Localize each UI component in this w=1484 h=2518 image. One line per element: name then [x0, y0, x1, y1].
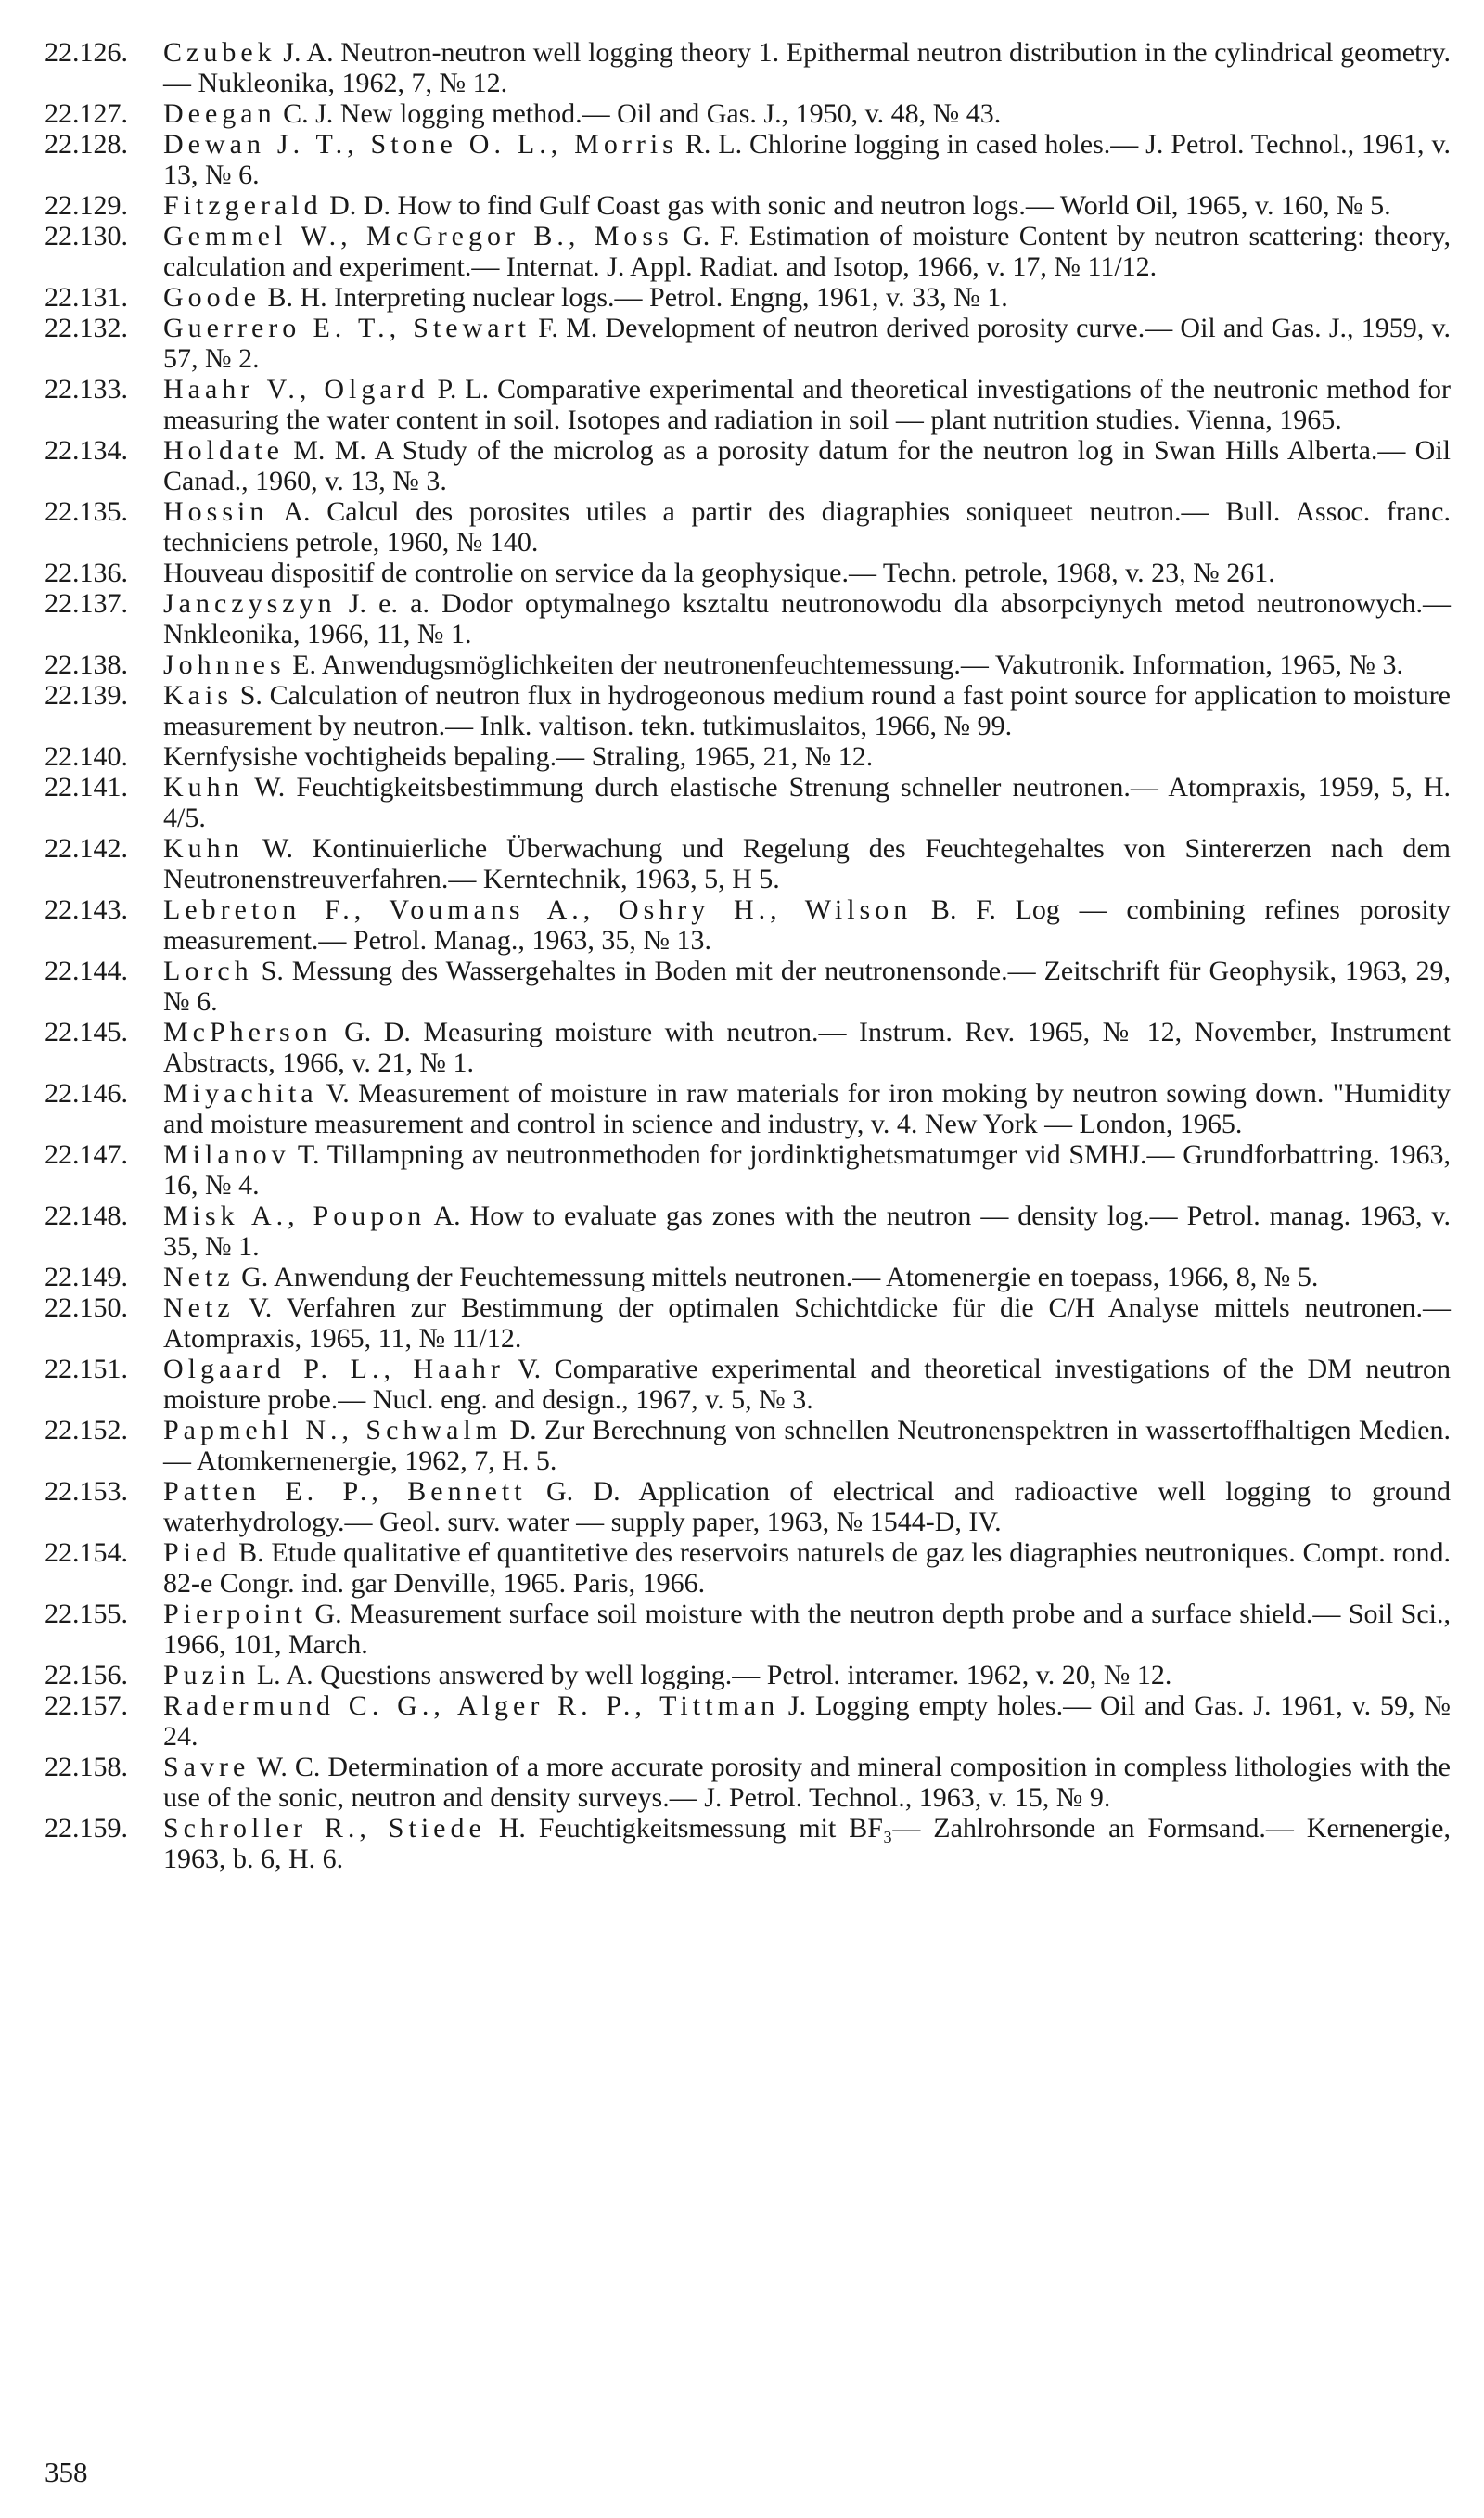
entry-author: Radermund C. G., Alger R. P., Tittman — [163, 1690, 780, 1721]
entry-number: 22.133. — [45, 374, 128, 405]
entry-author: Deegan — [163, 98, 276, 129]
entry-citation — [163, 1537, 1451, 1599]
entry-citation — [163, 588, 1451, 649]
entry-text: A. How to evaluate gas zones with the neutron — density log.— Petrol. manag. 1963, v. 35, № 1. — [163, 1201, 1451, 1262]
entry-text: L. A. Questions answered by well logging.— Petrol. interamer. 1962, v. 20, № 12. — [249, 1660, 1172, 1690]
entry-author: Kuhn — [163, 772, 244, 803]
entry-citation — [163, 1415, 1451, 1476]
entry-number: 22.148. — [45, 1201, 128, 1231]
entry-author: Misk A., Poupon — [163, 1201, 427, 1231]
entry-text: V. Comparative experimental and theoretical investigations of the DM neutron moisture probe.— Nucl. eng. and design., 1967, v. 5, № 3. — [163, 1354, 1452, 1415]
entry-text: M. M. A Study of the microlog as a porosity datum for the neutron log in Swan Hills Alberta.— Oil Canad., 1960, v. 13, № 3. — [163, 435, 1451, 496]
bibliography-entry — [45, 558, 1451, 588]
entry-author: Puzin — [163, 1660, 250, 1690]
entry-number: 22.147. — [45, 1139, 128, 1170]
entry-author: Miyachita — [163, 1078, 318, 1109]
bibliography-entry — [45, 649, 1451, 680]
entry-text: D. D. How to find Gulf Coast gas with sonic and neutron logs.— World Oil, 1965, v. 160, № 5. — [322, 190, 1391, 221]
entry-author: Kais — [163, 680, 233, 711]
bibliography-entry — [45, 1415, 1451, 1476]
entry-text: Kernfysishe vochtigheids bepaling.— Straling, 1965, 21, № 12. — [163, 741, 874, 772]
entry-number: 22.126. — [45, 37, 128, 68]
entry-number: 22.155. — [45, 1599, 128, 1629]
bibliography-entry — [45, 496, 1451, 558]
bibliography-entry — [45, 1537, 1451, 1599]
bibliography-entry — [45, 1139, 1451, 1201]
entry-citation — [163, 680, 1451, 741]
entry-text: G. D. Application of electrical and radioactive well logging to ground waterhydrology.— Geol. surv. water — supply paper, 1963, № 1544-D, IV. — [163, 1476, 1451, 1537]
entry-author: Fitzgerald — [163, 190, 323, 221]
entry-citation — [163, 1752, 1451, 1813]
bibliography-entry — [45, 1354, 1451, 1415]
entry-author: Janczyszyn — [163, 588, 337, 619]
entry-text: G. Measurement surface soil moisture with the neutron depth probe and a surface shield.— Soil Sci., 1966, 101, March. — [163, 1599, 1451, 1660]
entry-text: S. Calculation of neutron flux in hydrogeonous medium round a fast point source for application to moisture measurement by neutron.— Inlk. valtison. tekn. tutkimuslaitos, 1966, № 99. — [163, 680, 1451, 741]
entry-text: G. D. Measuring moisture with neutron.— Instrum. Rev. 1965, № 12, November, Instrument Abstracts, 1966, v. 21, № 1. — [163, 1017, 1451, 1078]
entry-author: Kuhn — [163, 833, 244, 864]
bibliography-entry — [45, 956, 1451, 1017]
bibliography-entry — [45, 741, 1451, 772]
entry-number: 22.136. — [45, 558, 128, 588]
entry-citation — [163, 221, 1451, 282]
entry-author: Johnnes — [163, 649, 286, 680]
entry-citation — [163, 98, 1451, 129]
entry-author: Gemmel W., McGregor B., Moss — [163, 221, 673, 251]
entry-number: 22.139. — [45, 680, 128, 711]
entry-number: 22.134. — [45, 435, 128, 466]
bibliography-entry — [45, 1201, 1451, 1262]
bibliography-entry — [45, 282, 1451, 313]
bibliography-list — [45, 37, 1451, 1874]
bibliography-entry — [45, 1813, 1451, 1874]
entry-citation — [163, 374, 1451, 435]
entry-citation — [163, 741, 1451, 772]
bibliography-entry — [45, 435, 1451, 496]
bibliography-entry — [45, 588, 1451, 649]
entry-text: B. H. Interpreting nuclear logs.— Petrol. Engng, 1961, v. 33, № 1. — [260, 282, 1008, 313]
bibliography-entry — [45, 894, 1451, 956]
entry-citation — [163, 649, 1451, 680]
entry-text: R. L. Chlorine logging in cased holes.— J. Petrol. Technol., 1961, v. 13, № 6. — [163, 129, 1452, 190]
entry-author: Dewan J. T., Stone O. L., Morris — [163, 129, 678, 160]
entry-text: V. Verfahren zur Bestimmung der optimalen Schichtdicke für die C/H Analyse mittels neutronen.— Atompraxis, 1965, 11, № 11/12. — [163, 1292, 1451, 1354]
bibliography-entry — [45, 772, 1451, 833]
entry-number: 22.150. — [45, 1292, 128, 1323]
entry-number: 22.141. — [45, 772, 128, 803]
bibliography-entry — [45, 1690, 1451, 1752]
entry-citation — [163, 1660, 1451, 1690]
entry-citation — [163, 558, 1451, 588]
entry-number: 22.142. — [45, 833, 128, 864]
bibliography-entry — [45, 1017, 1451, 1078]
page-number: 358 — [45, 2456, 88, 2488]
entry-citation — [163, 37, 1451, 98]
entry-author: Guerrero E. T., Stewart — [163, 313, 531, 343]
entry-author: Netz — [163, 1292, 235, 1323]
entry-citation — [163, 496, 1451, 558]
entry-number: 22.152. — [45, 1415, 128, 1445]
entry-author: Haahr V., Olgard — [163, 374, 429, 405]
entry-number: 22.156. — [45, 1660, 128, 1690]
entry-text: A. Calcul des porosites utiles a partir des diagraphies soniqueet neutron.— Bull. Assoc. franc. techniciens petrole, 1960, № 140. — [163, 496, 1451, 558]
entry-citation — [163, 894, 1451, 956]
entry-text: J. Logging empty holes.— Oil and Gas. J. 1961, v. 59, № 24. — [163, 1690, 1451, 1752]
entry-number: 22.143. — [45, 894, 128, 925]
bibliography-entry — [45, 313, 1451, 374]
entry-number: 22.131. — [45, 282, 128, 313]
entry-number: 22.138. — [45, 649, 128, 680]
entry-citation — [163, 1813, 1451, 1874]
bibliography-entry — [45, 680, 1451, 741]
bibliography-entry — [45, 1752, 1451, 1813]
entry-citation — [163, 1690, 1451, 1752]
entry-author: Goode — [163, 282, 261, 313]
bibliography-entry — [45, 1660, 1451, 1690]
entry-number: 22.128. — [45, 129, 128, 160]
entry-author: Papmehl N., Schwalm — [163, 1415, 503, 1445]
entry-number: 22.137. — [45, 588, 128, 619]
entry-author: Olgaard P. L., Haahr — [163, 1354, 505, 1384]
entry-author: Pied — [163, 1537, 232, 1568]
entry-author: Lebreton F., Voumans A., Oshry H., Wilson — [163, 894, 913, 925]
bibliography-entry — [45, 833, 1451, 894]
entry-citation — [163, 1354, 1451, 1415]
bibliography-entry — [45, 1476, 1451, 1537]
entry-number: 22.129. — [45, 190, 128, 221]
entry-text: J. e. a. Dodor optymalnego ksztaltu neutronowodu dla absorpciynych metod neutronowych.— Nnkleonika, 1966, 11, № 1. — [163, 588, 1451, 649]
entry-number: 22.135. — [45, 496, 128, 527]
entry-text: G. Anwendung der Feuchtemessung mittels neutronen.— Atomenergie en toepass, 1966, 8, № 5. — [234, 1262, 1319, 1292]
entry-number: 22.130. — [45, 221, 128, 251]
entry-text: S. Messung des Wassergehaltes in Boden mit der neutronensonde.— Zeitschrift für Geophysik, 1963, 29, № 6. — [163, 956, 1451, 1017]
entry-text: Houveau dispositif de controlie on service da la geophysique.— Techn. petrole, 1968, v. 23, № 261. — [163, 558, 1275, 588]
entry-text: F. M. Development of neutron derived porosity curve.— Oil and Gas. J., 1959, v. 57, № 2. — [163, 313, 1451, 374]
entry-text: W. Kontinuierliche Überwachung und Regelung des Feuchtegehaltes von Sintererzen nach dem Neutronenstreuverfahren.— Kerntechnik, 1963, 5, H 5. — [163, 833, 1451, 894]
entry-number: 22.159. — [45, 1813, 128, 1844]
bibliography-entry — [45, 1262, 1451, 1292]
entry-author: Netz — [163, 1262, 235, 1292]
bibliography-entry — [45, 129, 1451, 190]
entry-citation — [163, 1139, 1451, 1201]
entry-author: Milanov — [163, 1139, 290, 1170]
entry-citation — [163, 435, 1451, 496]
entry-text: D. Zur Berechnung von schnellen Neutronenspektren in wassertoffhaltigen Medien.— Atomkernenergie, 1962, 7, H. 5. — [163, 1415, 1451, 1476]
entry-number: 22.140. — [45, 741, 128, 772]
entry-citation — [163, 190, 1451, 221]
entry-citation — [163, 956, 1451, 1017]
entry-text: B. Etude qualitative ef quantitetive des reservoirs naturels de gaz les diagraphies neutroniques. Compt. rond. 82-e Congr. ind. gar Denville, 1965. Paris, 1966. — [163, 1537, 1451, 1599]
entry-citation — [163, 772, 1451, 833]
entry-citation — [163, 282, 1451, 313]
bibliography-entry — [45, 98, 1451, 129]
entry-number: 22.146. — [45, 1078, 128, 1109]
entry-number: 22.157. — [45, 1690, 128, 1721]
entry-citation — [163, 129, 1451, 190]
entry-number: 22.127. — [45, 98, 128, 129]
entry-author: Hossin — [163, 496, 269, 527]
entry-citation — [163, 1476, 1451, 1537]
entry-citation — [163, 1599, 1451, 1660]
entry-author: McPherson — [163, 1017, 332, 1047]
entry-number: 22.149. — [45, 1262, 128, 1292]
bibliography-entry — [45, 37, 1451, 98]
bibliography-entry — [45, 374, 1451, 435]
entry-text: H. Feuchtigkeitsmessung mit BF₃— Zahlrohrsonde an Formsand.— Kernenergie, 1963, b. 6, H. 6. — [163, 1813, 1451, 1874]
entry-citation — [163, 833, 1451, 894]
bibliography-entry — [45, 1292, 1451, 1354]
entry-number: 22.144. — [45, 956, 128, 986]
entry-citation — [163, 1262, 1451, 1292]
entry-text: B. F. Log — combining refines porosity measurement.— Petrol. Manag., 1963, 35, № 13. — [163, 894, 1451, 956]
entry-author: Schroller R., Stiede — [163, 1813, 486, 1844]
entry-text: W. Feuchtigkeitsbestimmung durch elastische Strenung schneller neutronen.— Atompraxis, 1959, 5, H. 4/5. — [163, 772, 1451, 833]
entry-text: T. Tillampning av neutronmethoden for jordinktighetsmatumger vid SMHJ.— Grundforbattring. 1963, 16, № 4. — [163, 1139, 1451, 1201]
entry-author: Patten E. P., Bennett — [163, 1476, 527, 1507]
bibliography-entry — [45, 1599, 1451, 1660]
entry-number: 22.145. — [45, 1017, 128, 1047]
entry-text: P. L. Comparative experimental and theoretical investigations of the neutronic method for measuring the water content in soil. Isotopes and radiation in soil — plant nutrition studies. Vienna, 1965. — [163, 374, 1452, 435]
entry-author: Pierpoint — [163, 1599, 307, 1629]
entry-text: G. F. Estimation of moisture Content by neutron scattering: theory, calculation and experiment.— Internat. J. Appl. Radiat. and Isotop, 1966, v. 17, № 11/12. — [163, 221, 1451, 282]
entry-number: 22.153. — [45, 1476, 128, 1507]
bibliography-entry — [45, 1078, 1451, 1139]
entry-author: Holdate — [163, 435, 284, 466]
entry-text: W. C. Determination of a more accurate porosity and mineral composition in compless lithologies with the use of the sonic, neutron and density surveys.— J. Petrol. Technol., 1963, v. 15, № 9. — [163, 1752, 1451, 1813]
entry-author: Lorch — [163, 956, 253, 986]
entry-citation — [163, 1078, 1451, 1139]
entry-number: 22.154. — [45, 1537, 128, 1568]
entry-author: Czubek — [163, 37, 276, 68]
entry-number: 22.132. — [45, 313, 128, 343]
entry-citation — [163, 1201, 1451, 1262]
entry-citation — [163, 1292, 1451, 1354]
entry-text: E. Anwendugsmöglichkeiten der neutronenfeuchtemessung.— Vakutronik. Information, 1965, № 3. — [285, 649, 1404, 680]
entry-text: V. Measurement of moisture in raw materials for iron moking by neutron sowing down. "Humidity and moisture measurement and control in science and industry, v. 4. New York — London, 1965. — [163, 1078, 1451, 1139]
bibliography-entry — [45, 221, 1451, 282]
entry-citation — [163, 313, 1451, 374]
entry-number: 22.151. — [45, 1354, 128, 1384]
bibliography-entry — [45, 190, 1451, 221]
entry-citation — [163, 1017, 1451, 1078]
entry-number: 22.158. — [45, 1752, 128, 1782]
entry-text: J. A. Neutron-neutron well logging theory 1. Epithermal neutron distribution in the cylindrical geometry.— Nukleonika, 1962, 7, № 12. — [163, 37, 1451, 98]
entry-text: C. J. New logging method.— Oil and Gas. J., 1950, v. 48, № 43. — [275, 98, 1002, 129]
entry-author: Savre — [163, 1752, 250, 1782]
